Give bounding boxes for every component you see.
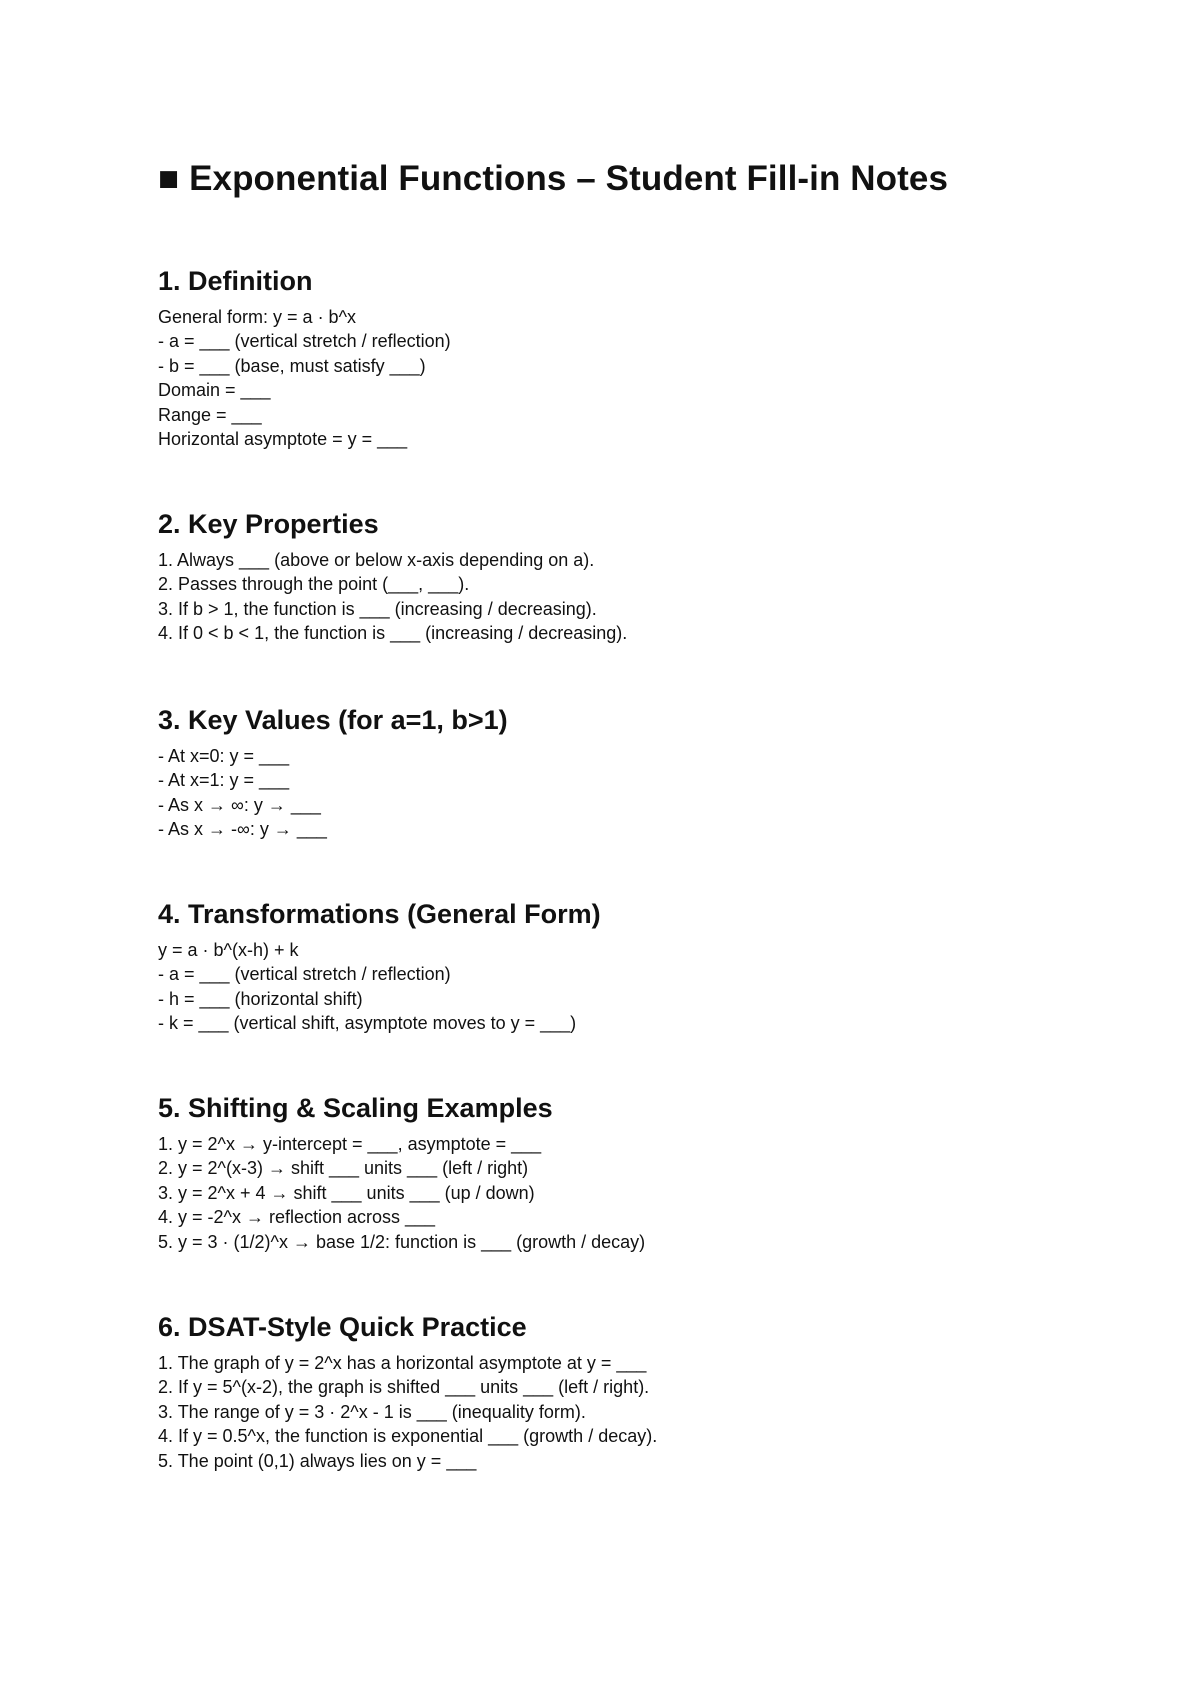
text-line: 4. If y = 0.5^x, the function is exponential ___ (growth / decay). bbox=[158, 1426, 658, 1447]
text-line: - a = ___ (vertical stretch / reflection) bbox=[158, 964, 451, 985]
section-heading: 2. Key Properties bbox=[158, 509, 379, 539]
text-line: - k = ___ (vertical shift, asymptote moves to y = ___) bbox=[158, 1013, 577, 1034]
text-line: 2. y = 2^(x-3) → shift ___ units ___ (left / right) bbox=[158, 1158, 529, 1179]
section-heading: 3. Key Values (for a=1, b>1) bbox=[158, 705, 508, 735]
text-line: - b = ___ (base, must satisfy ___) bbox=[158, 355, 426, 376]
text-line: 2. If y = 5^(x-2), the graph is shifted ___ units ___ (left / right). bbox=[158, 1377, 650, 1398]
section-definition bbox=[158, 264, 1118, 451]
section-body bbox=[158, 1351, 1118, 1473]
text-line: - As x → ∞: y → ___ bbox=[158, 794, 321, 815]
text-line: y = a · b^(x-h) + k bbox=[158, 940, 299, 960]
section-heading: 1. Definition bbox=[158, 266, 313, 296]
text-line: 5. The point (0,1) always lies on y = ___ bbox=[158, 1450, 477, 1471]
section-key-values bbox=[158, 703, 1118, 842]
section-heading: 5. Shifting & Scaling Examples bbox=[158, 1093, 553, 1123]
section-body bbox=[158, 305, 1118, 451]
text-line: 3. y = 2^x + 4 → shift ___ units ___ (up / down) bbox=[158, 1182, 535, 1203]
text-line: - a = ___ (vertical stretch / reflection) bbox=[158, 331, 451, 352]
section-body bbox=[158, 1132, 1118, 1254]
text-line: 5. y = 3 · (1/2)^x → base 1/2: function is ___ (growth / decay) bbox=[158, 1231, 646, 1252]
text-line: - As x → -∞: y → ___ bbox=[158, 819, 327, 840]
section-body bbox=[158, 744, 1118, 842]
text-line: Range = ___ bbox=[158, 404, 262, 425]
page-title: ■ Exponential Functions – Student Fill-in Notes bbox=[158, 159, 949, 198]
text-line: 3. If b > 1, the function is ___ (increasing / decreasing). bbox=[158, 598, 597, 619]
section-dsat-practice bbox=[158, 1310, 1118, 1473]
section-key-properties bbox=[158, 507, 1118, 646]
section-transformations bbox=[158, 897, 1118, 1036]
text-line: General form: y = a · b^x bbox=[158, 307, 357, 327]
section-body bbox=[158, 548, 1118, 646]
section-heading: 6. DSAT-Style Quick Practice bbox=[158, 1312, 527, 1342]
section-shifting-scaling bbox=[158, 1091, 1118, 1254]
text-line: 1. The graph of y = 2^x has a horizontal asymptote at y = ___ bbox=[158, 1353, 647, 1373]
text-line: Horizontal asymptote = y = ___ bbox=[158, 429, 408, 450]
text-line: 3. The range of y = 3 · 2^x - 1 is ___ (inequality form). bbox=[158, 1401, 586, 1422]
text-line: - At x=0: y = ___ bbox=[158, 746, 290, 766]
section-body bbox=[158, 938, 1118, 1036]
text-line: 2. Passes through the point (___, ___). bbox=[158, 574, 470, 595]
text-line: Domain = ___ bbox=[158, 380, 271, 401]
text-line: 4. y = -2^x → reflection across ___ bbox=[158, 1207, 436, 1228]
text-line: 1. Always ___ (above or below x-axis depending on a). bbox=[158, 550, 595, 570]
document-page bbox=[158, 0, 1138, 1696]
text-line: 4. If 0 < b < 1, the function is ___ (increasing / decreasing). bbox=[158, 623, 628, 644]
section-heading: 4. Transformations (General Form) bbox=[158, 899, 601, 929]
text-line: 1. y = 2^x → y-intercept = ___, asymptote = ___ bbox=[158, 1134, 542, 1154]
text-line: - At x=1: y = ___ bbox=[158, 770, 290, 791]
text-line: - h = ___ (horizontal shift) bbox=[158, 988, 363, 1009]
